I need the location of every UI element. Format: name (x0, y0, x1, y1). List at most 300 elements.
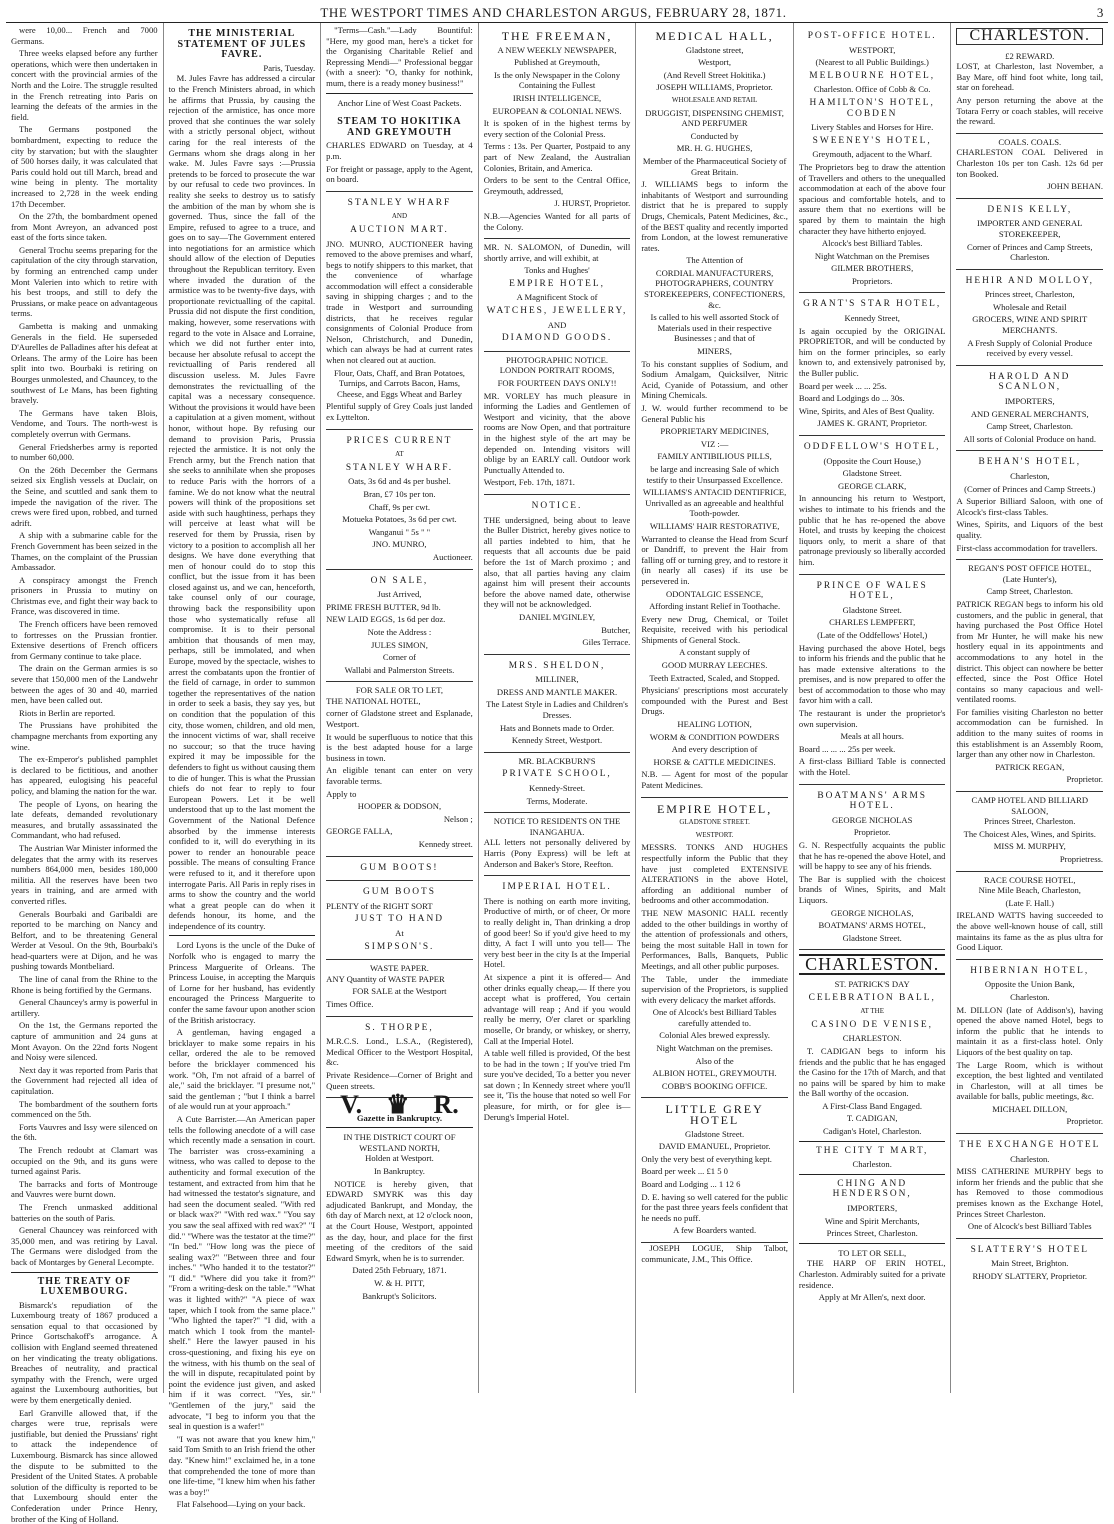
ad-text: COBB'S BOOKING OFFICE. (661, 1080, 768, 1091)
ad-heading: FOR SALE OR TO LET, (355, 685, 444, 696)
article-paragraph: A Cute Barrister.—An American paper tells the following anecdote of a will case which recently made a sensation in court. The barrister was cross-examining a witness, who was called to depose to the authenticity and formal execution of the testament, and extracted from him that he had witnessed the testator's signature, and had seen the document sealed. "With red or black wax?" "With red wax." "You say you saw the seal affixed with red wax?" "I did." "Where was the testator at the time?" "In bed." "How long was the piece of sealing wax?" "Between three and four inches." "Who handed it to the testator?" "I did." "Where did you take it from?" "From a writing-desk on the table." "What was it lighted with?" "A piece of wax taper, which I took from the same place." "Who lighted the taper?" "I did, with a match which I took from the mantel-shelf." Here the lawyer paused in his cross-questioning, and fixing his eye on the witness, with his thumb on the seal of the will in dispute, recapitulated point by point the evidence just given, and asked him if it was correct. "Yes, sir." "Gentlemen of the jury," said the advocate, "I beg to inform you that the seal in question is a wafer!" (168, 1113, 316, 1432)
ad-text: Proprietor. (1066, 1116, 1104, 1127)
advertisement (956, 366, 1103, 452)
ad-heading: MELBOURNE HOTEL, (809, 70, 936, 81)
crest-letter-v: V. (340, 1090, 363, 1120)
ad-text: It is spoken of in the highest terms by every section of the Colonial Press. (483, 118, 631, 139)
article-paragraph: The drain on the German armies is so severe that 150,000 men of the Landwehr between the ages of 30 and 40, married men, have been called out. (11, 663, 158, 706)
article-paragraph: The people of Lyons, on hearing the late defeats, demanded revolutionary measures, and brutally assassinated the Commandant, who had refused. (11, 798, 158, 841)
ad-text: IRELAND WATTS having succeeded to the above well-known house of call, still maintains its fame as the as plus ultra for Good Liquor. (956, 910, 1104, 953)
ad-text: Tonks and Hughes' (524, 265, 590, 276)
ad-text: T. CADIGAN, (846, 1113, 898, 1124)
advertisement (326, 570, 473, 683)
ad-text: GEORGE FALLA, (326, 826, 393, 837)
ad-heading: GUM BOOTS (362, 887, 436, 898)
article-paragraph: Next day it was reported from Paris that the Government had rejected all idea of capitulation. (11, 1064, 158, 1096)
advertisement (326, 1017, 473, 1099)
ad-heading: DENIS KELLY, (987, 204, 1073, 215)
advertisement (956, 134, 1103, 199)
crest-icon: ♛ (386, 1090, 410, 1120)
article-paragraph: On the 1st, the Germans reported the capture of ammunition and 24 guns at Mont Avayon. On the 22nd forts Nogent and Noisy were silenced. (11, 1020, 158, 1063)
article-paragraph: The Germans have taken Blois, Vendome, and Tours. The north-west is completely overrun with Germans. (11, 407, 158, 439)
ad-text: Hats and Bonnets made to Order. (499, 722, 615, 733)
ad-text: Note the Address : (367, 626, 432, 637)
ad-text: SIMPSON'S. (364, 941, 435, 952)
page-number: 3 (1096, 5, 1104, 20)
ad-text: Terms, Moderate. (526, 795, 588, 806)
article-heading: THE MINISTERIAL STATEMENT OF JULES FAVRE. (177, 28, 307, 61)
ad-heading: IMPERIAL HOTEL. (502, 882, 612, 893)
ad-text: Night Watchman on the premises. (656, 1043, 773, 1054)
columns (6, 23, 1108, 1524)
ad-text: (Late F. Hall.) (1005, 897, 1054, 908)
advertisement (326, 110, 473, 192)
ad-text: CHARLES LEMPFERT, (829, 617, 916, 628)
ad-text: A few Boarders wanted. (673, 1225, 757, 1236)
article-paragraph: A conspiracy amongst the French prisoners in Prussia to mutiny on Christmas eve, and fight their way back to France, was discovered in time. (11, 574, 158, 617)
ad-text: Apply at Mr Allen's, next door. (818, 1292, 926, 1303)
ad-text: Livery Stables and Horses for Hire. (811, 122, 934, 133)
ad-heading: THE CITY T MART, (816, 1145, 929, 1156)
ad-text: JOSEPH WILLIAMS, Proprietor. (656, 82, 773, 93)
ad-text: At (395, 927, 404, 938)
ad-text: Board per week ... £1 5 0 (641, 1166, 728, 1177)
article-paragraph: Riots in Berlin are reported. (19, 707, 116, 718)
advertisement (484, 876, 631, 1128)
ad-text: WATCHES, JEWELLERY, (486, 306, 628, 317)
ad-text: Proprietor. (853, 827, 891, 838)
masthead (6, 4, 1108, 23)
ad-text: Conducted by (690, 130, 739, 141)
ad-heading: £2 REWARD. (1005, 50, 1055, 61)
advertisement (326, 881, 473, 960)
ad-text: One of Alcock's best Billiard Tables carefully attended to. (652, 1007, 777, 1028)
ad-heading: STANLEY WHARF (347, 197, 452, 208)
ad-text: Teeth Extracted, Scaled, and Stopped. (649, 672, 780, 683)
article-paragraph: M. Jules Favre has addressed a circular to the French Ministers abroad, in which he affirms that Prussia, by causing the rejection of the armistice, has once more proved that she continues the war solely with a strictly personal object, without caring for the real interests of the Germans whom she drags along in her wake. M. Jules Favre says :—Prussia pretends to be forced to prosecute the war by our refusal to cede two provinces. In reality she seeks to destroy us to satisfy the ambition of the man by whom she is governed. Thus, since the fall of the Empire, refused to agree to a truce, and goes on to say—The Government entered into negotiations for an armistice which should allow of the election of Deputies throughout the Republican territory. Even where invaded the duration of the armistice was to be twenty-five days, with proportionate revictualling of the capital. Prussia did not dispute the first condition, making, however, some reservations with regard to the vote in Alsace and Lorraine, which we did not further enter into, because her absolute refusal to accept the revictualling of Paris rendered all discussion useless. M. Jules Favre demonstrates the revictualling of the capital was a necessary consequence. Without the provisions it would have been a capitulation at a given moment, without honor, without hope. By refusing our demand to provision Paris, Prussia rejected the armistice. It is not only the French army, but the French nation that she seeks to annihilate when she proposes to reduce Paris with the horrors of a famine. We do not know what the neutral powers will think of the propositions set aside with such haughtiness, perhaps they will perceive at least what will be reserved for them by Prussia, risen by victory to a position to accomplish all her designs. We have done everything that men of honour could do to stop this conflict, but the issue from it has been closed against us, and we can, henceforth, take counsel only of our courage, throwing back the responsibility upon those who systematically refuse all compromise. It is to their personal ambition that thousands of men may, perhaps, still be immolated, and when Europe, moved by the spectacle, wishes to arrest the combatants upon the frontier of the field of carnage, in order to summon together the representatives of the nation in order to seek a basis, they say yes, but on condition that the population of this city, those women, children, and old men, the innocent victims of war, shall receive no succour; so that the truce having expired it may be impossible for the defenders to fight us without causing them to die of hunger. This is what the Prussian chiefs do not fear to reply to four European Powers. Let it be well understood that up to the last moment the Government of the National Defence absorbed by the immense interests confided to it, will do everything in its power to render an honourable peace possible. The means of consulting France were refused to it, and it therefore upon interrogate Paris. All Paris in reply rises in arms to show the country and the world what a great people can do when it defends honour, its home, and the independence of its country. (168, 73, 316, 931)
article-paragraph: The French unmasked additional batteries on the south of Paris. (11, 1201, 158, 1223)
ad-heading: CHING AND HENDERSON, (832, 1178, 912, 1200)
ad-text: VIZ :— (700, 438, 729, 449)
ad-text: Charleston, (1010, 471, 1050, 481)
ad-heading: LITTLE GREY HOTEL (665, 1102, 764, 1128)
ad-text: MR. VORLEY has much pleasure in informing the Ladies and Gentlemen of Westport and vicinity, that the above rooms are Now Open, and that portraiture in the highest style of the art may be depended on. Intending visitors will oblige by an EARLY call. Outdoor work Punctually Attended to. (483, 390, 631, 475)
ad-heading: PRIVATE SCHOOL, (502, 769, 612, 780)
ad-text: Also of the (695, 1055, 734, 1066)
ad-text: HOOPER & DODSON, (357, 801, 442, 812)
ad-text: Apply to (326, 788, 357, 799)
advertisement (484, 813, 631, 876)
ad-heading: MEDICAL HALL, (655, 29, 774, 43)
divider (799, 1243, 946, 1244)
article-paragraph: General Chauncey was reinforced with 35,000 men, and was retiring by Laval. The Germans were dislodged from the back of Montarges by General Lecompte. (11, 1225, 158, 1267)
ad-text: BOATMANS' ARMS HOTEL, (818, 920, 926, 931)
ad-text: THE NATIONAL HOTEL, (326, 695, 421, 706)
ad-text: M.R.C.S. Lond., L.S.A., (Registered), Medical Officer to the Westport Hospital, &c. (326, 1036, 473, 1068)
ad-text: AT THE (860, 1007, 885, 1016)
advertisement (641, 1098, 788, 1243)
ad-heading: WASTE PAPER. (369, 963, 429, 974)
ad-heading: CASINO DE VENISE, (811, 1019, 933, 1030)
article-paragraph: General Friedsherbes army is reported to number 60,000. (11, 441, 158, 463)
ad-text: Cadigan's Hotel, Charleston. (822, 1126, 922, 1137)
ad-text: PROPRIETARY MEDICINES, (660, 426, 769, 437)
ad-text: A Superior Billiard Saloon, with one of Alcock's first-class Tables. (956, 496, 1104, 517)
ad-heading: PRICES CURRENT (346, 435, 453, 446)
ad-heading: SLATTERY'S HOTEL (970, 1244, 1089, 1255)
ad-heading: CAMP HOTEL AND BILLIARD SALOON, (971, 795, 1089, 816)
ad-heading: STEAM TO HOKITIKA AND GREYMOUTH (337, 116, 462, 138)
advertisement (641, 798, 788, 1099)
ad-text: A Fresh Supply of Colonial Produce received by every vessel. (967, 337, 1093, 359)
article-paragraph: Three weeks elapsed before any further operations, which were then undertaken in concert with the provincial armies of the North and the Loire. The struggle resulted in the French retreating into Paris on learning the defeats of the armies in the field. (11, 48, 158, 122)
advertisement (484, 352, 631, 495)
advertisement (956, 199, 1103, 270)
advertisement (326, 682, 473, 856)
ad-heading: HAMILTON'S HOTEL, COBDEN (809, 97, 935, 119)
column-3 (321, 23, 479, 1393)
ad-heading: STANLEY WHARF. (345, 462, 454, 473)
ad-text: The Table, under the immediate supervision of the Proprietors, is supplied with every delicacy the market affords. (641, 973, 788, 1005)
ad-text: MISS CATHERINE MURPHY begs to inform her friends and the public that she has Removed to those commodious premises known as the Exchange Hotel, Princes Street Charleston. (956, 1166, 1104, 1219)
advertisement (799, 25, 946, 293)
ad-text: GROCERS, WINE AND SPIRIT MERCHANTS. (972, 314, 1088, 336)
ad-text: IRISH INTELLIGENCE, (512, 92, 602, 103)
ad-text: ANY Quantity of WASTE PAPER (326, 973, 445, 984)
ad-text: Is called to his well assorted Stock of Materials used in their respective Businesses ; and that of (650, 312, 779, 344)
ad-text: A first-class Billiard Table is connected with the Hotel. (798, 756, 946, 778)
crest-letter-r: R. (433, 1090, 459, 1120)
article-paragraph: The bombardment of the southern forts commenced on the 5th. (11, 1098, 158, 1120)
ad-heading: ON SALE, (370, 575, 429, 586)
ad-text: MILLINER, (535, 674, 579, 685)
advertisement (956, 270, 1103, 366)
ad-text: THE undersigned, being about to leave the Buller District, hereby gives notice to all parties indebted to him, that he requests that all accounts due be paid before the 1st of March proximo ; and also, that all parties having any claim against him will present their accounts before the above named date, otherwise they will not be acknowledged. (483, 514, 631, 610)
ad-text: Anchor Line of West Coast Packets. (337, 97, 462, 108)
ad-text: LONDON PORTRAIT ROOMS, (499, 365, 615, 376)
ad-text: Westport, (698, 57, 732, 68)
article-paragraph: A gentleman, having engaged a bricklayer to make some repairs in his cellar, ordered the ale to be removed before the bricklayer commenced his work. "Oh, I'm not afraid of a barrel of ale," said the bricklayer. "I presume not," said the gentleman ; "but I think a barrel of ale would run at your approach." (168, 1027, 316, 1112)
article-paragraph: The ex-Emperor's published pamphlet is declared to be fictitious, and another has appeared, eulogising his peaceful policy, and blaming the nation for the war. (11, 754, 158, 796)
advertisement (956, 792, 1103, 872)
ad-text: Gladstone Street. (685, 1128, 745, 1139)
advertisement (799, 293, 946, 436)
ad-text: Kennedy Street, (844, 313, 900, 324)
ad-text: NEW LAID EGGS, 1s 6d per doz. (326, 614, 446, 625)
ad-text: LOST, at Charleston, last November, a Bay Mare, off hind foot white, long tail, star on forehead. (956, 61, 1104, 93)
article-paragraph: On the 26th December the Germans seized six English vessels at Duclair, on the Seine, and scuttled and sank them to impede the navigation of the river. The crews were fired upon, robbed, and turned adrift. (11, 464, 158, 528)
ad-text: WESTPORT, (849, 44, 896, 55)
ad-text: Proprietors. (852, 275, 893, 286)
ad-text: Corner of (382, 652, 417, 663)
advertisement (326, 960, 473, 1016)
ad-text: MESSRS. TONKS AND HUGHES respectfully inform the Public that they have just completed EXTENSIVE ALTERATIONS in the above Hotel, affording an additional number of bedrooms and other accommodation. (641, 842, 788, 906)
ad-text: Kennedy Street, Westport. (511, 735, 603, 746)
advertisement (484, 25, 631, 239)
ad-text: JUST TO HAND (354, 914, 444, 925)
article-paragraph: were 10,00... French and 7000 Germans. (11, 25, 158, 46)
ad-heading: PRINCE OF WALES HOTEL, (816, 580, 928, 602)
article-paragraph: The Austrian War Minister informed the delegates that the army with its reserves numbers 864,000 men, besides 180,000 militia. All the reserves have been two years in training, and are armed with converted rifles. (11, 842, 158, 906)
ad-text: In announcing his return to Westport, wishes to intimate to his friends and the public that he has re-opened the above Hotel, and trusts by keeping the choicest liquors only, to merit a share of that patronage previously so liberally accorded him. (798, 493, 946, 567)
ad-heading: THE FREEMAN, (501, 29, 613, 43)
ad-text: WILLIAMS'S ANTACID DENTIFRICE, Unrivalled as an agreeable and healthful Tooth-powder. (642, 487, 787, 519)
ad-text: AT (395, 450, 404, 459)
advertisement (956, 960, 1103, 1134)
ad-heading: THE EXCHANGE HOTEL (959, 1140, 1101, 1151)
ad-text: (Late of the Oddfellows' Hotel,) (817, 629, 928, 640)
ad-text: A NEW WEEKLY NEWSPAPER, (497, 44, 617, 55)
ad-text: T. CADIGAN begs to inform his friends and the public that he has engaged the Casino for the 17th of March, and that no pains will be spared by him to make the Ball worthy of the occasion. (798, 1045, 946, 1099)
advertisement (326, 430, 473, 570)
ad-text: Board per week ... ... 25s. (798, 380, 887, 391)
ad-text: Every new Drug, Chemical, or Toilet Requisite, received with his periodical Shipments of General Stock. (641, 613, 788, 645)
ad-text: IMPORTER AND GENERAL STOREKEEPER, (977, 218, 1083, 239)
ad-text: Princes Street, Charleston. (826, 1228, 918, 1239)
ad-text: Colonial Ales brewed expressly. (659, 1030, 770, 1041)
ad-text: FAMILY ANTIBILIOUS PILLS, (657, 451, 772, 462)
ad-heading: MRS. SHELDON, (508, 660, 606, 671)
article-paragraph: Earl Granville allowed that, if the charges were true, reprisals were justifiable, but denied the Prussians' right to attack the independence of Luxembourg. Bismarck has since allowed the dispute to be submitted to the President of the United States. A probable solution of the difficulty is reported to be that Luxembourg should enter the Confederation under Prince Henry, brother of the King of Holland. (11, 1407, 158, 1524)
ad-text: CHARLESTON COAL Delivered in Charleston 10s per ton Cash. 12s 6d per ton Booked. (956, 147, 1104, 179)
ad-text: Board and Lodging ... 1 12 6 (641, 1179, 741, 1189)
ad-text: HEALING LOTION, (677, 719, 752, 730)
masthead-title: THE WESTPORT TIMES AND CHARLESTON ARGUS, FEBRUARY 28, 1871. (320, 5, 787, 20)
ad-text: WORM & CONDITION POWDERS (649, 731, 780, 742)
ad-heading: GUM BOOTS! (360, 862, 439, 873)
ad-text: corner of Gladstone street and Esplanade, Westport. (326, 708, 473, 730)
article-paragraph: Bismarck's repudiation of the Luxembourg treaty of 1867 produced a sensation equal to that occasioned by Prince Gortschakoff's arrogance. A collision with England seemed threatened on her vindicating the treaty obligations. Breaches of neutrality, and practical sympathy with the French, were urged against the Luxembourg authorities, but were by them energetically denied. (11, 1299, 158, 1406)
ad-text: MR. N. SALOMON, of Dunedin, will shortly arrive, and will exhibit, at (483, 242, 631, 263)
ad-signature: JAMES K. GRANT, Proprietor. (817, 418, 927, 429)
ad-text: The Large Room, which is without exception, the best lighted and ventilated in Charleston, will at all times be available for balls, public meetings, &c. (956, 1059, 1104, 1102)
ad-text: Is again occupied by the ORIGINAL PROPRIETOR, and will be conducted by him on the former principles, so early known to, and extensively patronised by, the Buller public. (798, 325, 946, 379)
ad-text: First-class accommodation for travellers. (956, 542, 1098, 553)
ad-signature: Auctioneer. (432, 551, 473, 562)
ad-heading: HIBERNIAN HOTEL, (970, 965, 1090, 976)
ad-heading: IN THE DISTRICT COURT OF WESTLAND NORTH, (343, 1132, 456, 1153)
ad-text: Opposite the Union Bank, (984, 979, 1075, 990)
ad-text: CORDIAL MANUFACTURERS, PHOTOGRAPHERS, COUNTRY STOREKEEPERS, CONFECTIONERS, &c. (644, 267, 786, 310)
price-line: Bran, £7 10s per ton. (363, 488, 436, 499)
ad-heading: AUCTION MART. (350, 224, 449, 235)
article-paragraph: General Trochu seems preparing for the capitulation of the city through starvation, by forming an entrenched camp under Mont Valerien into which to retire with his best troops, and still to defy the Prussians, or make peace on advantageous terms. (11, 244, 158, 319)
ad-text: DIAMOND GOODS. (501, 333, 613, 344)
ad-text: HORSE & CATTLE MEDICINES. (653, 756, 776, 767)
ad-heading: MR. BLACKBURN'S (518, 755, 596, 766)
price-line: Wanganui " 5s " " (368, 526, 431, 537)
ad-text: WESTPORT. (695, 830, 734, 839)
article-paragraph: On the 27th, the bombardment opened from Mont Avreyon, an advanced post east of the forts since taken. (11, 211, 158, 243)
ad-text: Published at Greymouth, (514, 57, 600, 68)
ad-text: Warranted to cleanse the Head from Scurf or Dandriff, to prevent the Hair from falling off or turning grey, and to restore it (in nearly all cases) if its use be persevered in. (641, 533, 788, 586)
ad-heading: CELEBRATION BALL, (808, 992, 936, 1003)
ad-text: DAVID EMANUEL, Proprietor. (658, 1141, 771, 1152)
ad-text: Charleston. (1010, 991, 1050, 1002)
advertisement (799, 785, 946, 951)
ad-text: Wines, Spirits, and Liquors of the best quality. (956, 519, 1104, 540)
article-paragraph: The Prussians have prohibited the champagne merchants from exporting any wine. (11, 720, 158, 752)
ad-text: PLENTY of the RIGHT SORT (326, 900, 433, 911)
section-heading: CHARLESTON. (799, 954, 946, 975)
ad-text: (Nearest to all Public Buildings.) (815, 57, 929, 68)
ad-text: GEORGE NICHOLAS (831, 814, 913, 825)
ad-text: Wine and Spirit Merchants, (824, 1215, 920, 1226)
section-heading: CHARLESTON. (956, 28, 1103, 45)
ad-text: Private Residence—Corner of Bright and Queen streets. (326, 1069, 473, 1091)
ad-text: The Latest Style in Ladies and Children's Dresses. (486, 699, 628, 721)
advertisement (956, 872, 1103, 960)
ad-text: Only the very best of everything kept. (641, 1153, 772, 1164)
ad-text: D. E. having so well catered for the public for the past three years feels confident that he needs no puff. (641, 1191, 788, 1223)
ad-heading: TO LET OR SELL, (838, 1247, 907, 1258)
column-6 (794, 23, 952, 1393)
ad-text: WILLIAMS' HAIR RESTORATIVE, (649, 520, 780, 531)
ad-text: Charleston. (1010, 1153, 1050, 1164)
article-paragraph: General Chauncey's army is powerful in artillery. (11, 997, 158, 1018)
ad-text: Wholesale and Retail (993, 301, 1067, 312)
advertisement (326, 192, 473, 430)
article-paragraph: "Terms—Cash."—Lady Bountiful: "Here, my good man, here's a ticket for the Organising Charitable Relief and Repressing Mendi—" Professional beggar (with a sneer): "O, thanky for nothink, mum, there is a ready money business!" (326, 25, 473, 88)
ad-text: Any person returning the above at the Totara Ferry or coach stables, will receive the reward. (956, 94, 1104, 127)
ad-text: be large and increasing Sale of which testify to their Unsurpassed Excellence. (646, 463, 783, 485)
ad-heading: S. THORPE, (365, 1022, 434, 1033)
ad-signature: JNO. MUNRO, (372, 539, 427, 550)
ad-text: (Opposite the Court House,) (823, 455, 921, 466)
ad-text: Board ... ... ... 25s per week. (798, 743, 896, 754)
ad-text: Holden at Westport. (365, 1153, 434, 1164)
article-paragraph: The Germans postponed the bombardment, expecting to reduce the city by starvation; but with the slaughter of 500 horses daily, it was calculated that Paris could hold out till March, bread and wine being in plenty. The mortality increased to 2,728 in the week ending 17th December. (11, 124, 158, 209)
ad-heading: HAROLD AND SCANLON, (989, 371, 1071, 393)
ad-text: The Bar is supplied with the choicest brands of Wines, Spirits, and Malt Liquors. (798, 873, 946, 905)
ad-text: Princes street, Charleston, (984, 289, 1075, 300)
ad-text: The Proprietors beg to draw the attention of Travellers and others to the unequalled accommodation at each of the above four spacious and comfortable hotels, and to assure them that no exertions will be spared by them to maintain the high character they have hitherto enjoyed. (798, 161, 946, 236)
article-paragraph: "I was not aware that you knew him," said Tom Smith to an Irish friend the other day. "Knew him!" exclaimed he, in a tone that comprehended the tone of more than one life-time, "I knew him when his father was a boy!" (168, 1433, 316, 1497)
ad-text: GOOD MURRAY LEECHES. (661, 660, 768, 671)
ad-text: Main Street, Brighton. (991, 1258, 1069, 1269)
ad-heading: EMPIRE HOTEL, (509, 278, 605, 289)
advertisement (641, 25, 788, 798)
ad-text: Charleston. (852, 1159, 892, 1170)
advertisement (799, 575, 946, 785)
ad-text: A Magnificent Stock of (516, 292, 598, 303)
article-paragraph: The barracks and forts of Montrouge and Vauvres were burnt down. (11, 1178, 158, 1200)
ad-text: ODONTALGIC ESSENCE, (666, 588, 764, 599)
ad-text: Wallabi and Palmerston Streets. (344, 664, 455, 675)
ad-text: A constant supply of (679, 647, 751, 658)
ad-text: CHARLES EDWARD on Tuesday, at 4 p.m. (326, 140, 473, 161)
ad-text: Camp Street, Charleston. (986, 421, 1073, 432)
ad-text: The Attention of (686, 255, 743, 266)
ad-text: FOR FOURTEEN DAYS ONLY!! (497, 378, 617, 389)
poem-text: At sixpence a pint it is offered— And other drinks equally cheap,— If there you accept what is proffered, You certain advantage will reap ; And if you would really be merry, O'er claret or sparkling moselle, Or brandy, or whiskey, or sherry, Call at the Imperial Hotel. (483, 971, 631, 1046)
advertisement (956, 1239, 1103, 1288)
ad-text: CHARLESTON. (842, 1033, 902, 1044)
ad-text: Nelson ; (443, 813, 473, 824)
article-paragraph: Flat Falsehood—Lying on your back. (176, 1499, 306, 1510)
ad-text: Meals at all hours. (840, 731, 904, 742)
ad-text: Giles Terrace. (582, 637, 631, 648)
ad-text: One of Alcock's best Billiard Tables (967, 1221, 1092, 1232)
ad-text: (Late Hunter's), (1002, 573, 1057, 584)
ad-text: FOR SALE at the Westport (352, 986, 447, 997)
article-paragraph: Lord Lyons is the uncle of the Duke of Norfolk who is engaged to marry the Princess Marguerite of Orleans. The Princess Louise, in accepting the Marquis of Lorne for her husband, has evidently encouraged the Princess Marguerite to confer the same favour upon another scion of the British aristocracy. (168, 940, 316, 1025)
ad-text: MINERS, (697, 346, 732, 357)
ad-signature: W. & H. PITT, (374, 1278, 425, 1288)
ad-heading: ODDFELLOW'S HOTEL, (803, 442, 941, 452)
column-1 (6, 23, 164, 1524)
ad-text: GLADSTONE STREET. (679, 818, 750, 827)
article-paragraph: A ship with a submarine cable for the French Government has been seized in the Thames, on the complaint of the Prussian Ambassador. (11, 530, 158, 573)
ad-text: Alcock's best Billiard Tables. (821, 238, 923, 249)
article-paragraph: The French redoubt at Clamart was occupied on the 9th, and its guns were turned against Paris. (11, 1144, 158, 1177)
ad-text: Princes Street, Charleston. (984, 816, 1076, 827)
price-line: Chaff, 9s per cwt. (368, 501, 431, 512)
advertisement (956, 451, 1103, 560)
ad-text: MR. H. G. HUGHES, (676, 143, 753, 154)
ad-text: DRESS AND MANTLE MAKER. (496, 686, 618, 697)
ad-text: GEORGE NICHOLAS, (830, 907, 914, 918)
ad-text: Kennedy street. (418, 839, 473, 849)
ad-text: Butcher, (601, 624, 631, 635)
ad-text: (Corner of Princes and Camp Streets.) (964, 483, 1096, 494)
ad-text: Corner of Princes and Camp Streets, Charleston. (966, 241, 1093, 263)
gazette-title: Gazette in Bankruptcy. (356, 1112, 443, 1123)
ad-heading: GRANT'S STAR HOTEL, (803, 299, 942, 310)
ad-text: EUROPEAN & COLONIAL NEWS. (492, 105, 622, 116)
ad-text: Gladstone Street. (842, 468, 902, 479)
poem-text: There is nothing on earth more inviting, Productive of mirth, or of cheer, Or more to really delight in, Than drinking a drop of good beer! So if you'd give heed to my ditty, A fact I will unto you tell— The very best beer in the city Is at the Imperial Hotel. (483, 895, 631, 970)
poem-text: A table well filled is provided, Of the best to be had in the town ; If you've tried I'm sure you've decided, To a better you never sat down ; In Kennedy street where you'll see it, 'Tis the house that noted so well For pleasure, for mirth, or for glee is— Derung's Imperial Hotel. (483, 1048, 631, 1122)
ad-text: Proprietor. (1066, 774, 1104, 785)
advertisement (956, 1134, 1103, 1239)
article-paragraph: The French officers have been removed to fortresses on the Prussian frontier. Extensive desertions of French officers from Germany continue to take place. (11, 619, 158, 661)
ad-text: JNO. MUNRO, AUCTIONEER having removed to the above premises and wharf, begs to notify shippers to this market, that the convenience of wharfage accommodation will effect a considerable saving in shipping charges ; and to the trade in Westport and surrounding districts, that he receives regular consignments of Colonial Produce from Nelson, Christchurch, and Dunedin, which can always be had at current rates when not cleared out at auction. (326, 238, 473, 366)
ad-heading: SWEENEY'S HOTEL, (812, 135, 932, 146)
ad-text: The Choicest Ales, Wines, and Spirits. (963, 828, 1096, 839)
ad-heading: BOATMANS' ARMS HOTEL. (817, 790, 928, 812)
divider (326, 93, 473, 94)
ad-text: Greymouth, adjacent to the Wharf. (812, 149, 932, 160)
ad-text: Gladstone Street. (842, 932, 902, 943)
ad-text: ST. PATRICK'S DAY (834, 978, 910, 989)
advertisement (956, 48, 1103, 134)
ad-signature: MICHAEL DILLON, (992, 1103, 1068, 1114)
ad-text: Affording instant Relief in Toothache. (649, 601, 781, 612)
ad-text: Camp Street, Charleston. (986, 586, 1073, 597)
ad-text: ALBION HOTEL, GREYMOUTH. (652, 1068, 777, 1079)
ad-heading: RACE COURSE HOTEL, (984, 874, 1076, 885)
ad-text: JULES SIMON, (371, 639, 428, 650)
ad-text: And every description of (671, 744, 758, 755)
advertisement (799, 436, 946, 575)
ad-signature: DANIEL M'GINLEY, (519, 611, 596, 622)
ad-text: PATRICK REGAN begs to inform his old customers, and the public in general, that having purchased the Post Office Hotel from Mr Hunter, he will make his new hostlery equal in its appointments and accommodations to any hotel in the district. This object can nowhere be better effected, since the Post Office Hotel contains so many capacious and well-ventilated rooms. (956, 598, 1104, 705)
ad-text: Gladstone street, (685, 44, 744, 55)
divider (799, 1174, 946, 1175)
ad-text: (And Revell Street Hokitika.) (663, 69, 766, 80)
price-line: Motueka Potatoes, 3s 6d per cwt. (342, 514, 457, 525)
column-4 (479, 23, 637, 1393)
ad-text: G. N. Respectfully acquaints the public that he has re-opened the above Hotel, and will be happy to see any of his friends. (798, 840, 946, 872)
ad-text: IMPORTERS, (1004, 396, 1055, 407)
ad-text: THE NEW MASONIC HALL recently added to the other buildings in worthy of the attention of professionals and others, being the most suitable Hall in town for Performances, Balls, Banquets, Public Meetings, and all other public purposes. (641, 907, 788, 971)
ad-text: Just Arrived, (377, 589, 422, 600)
divider (11, 1272, 158, 1273)
ad-text: Proprietress. (1059, 854, 1104, 864)
ad-heading: NOTICE TO RESIDENTS ON THE INANGAHUA. (493, 816, 621, 837)
article-paragraph: Gambetta is making and unmaking Generals in the field. He superseded D'Aurelles de Palladines after his defeat at Orleans. The army of the Loire has been split into two. Bourbaki is retiring on Bourges unmolested, and Chauncey, to the southwest of Le Mans, has been fighting bravely. (11, 321, 158, 406)
